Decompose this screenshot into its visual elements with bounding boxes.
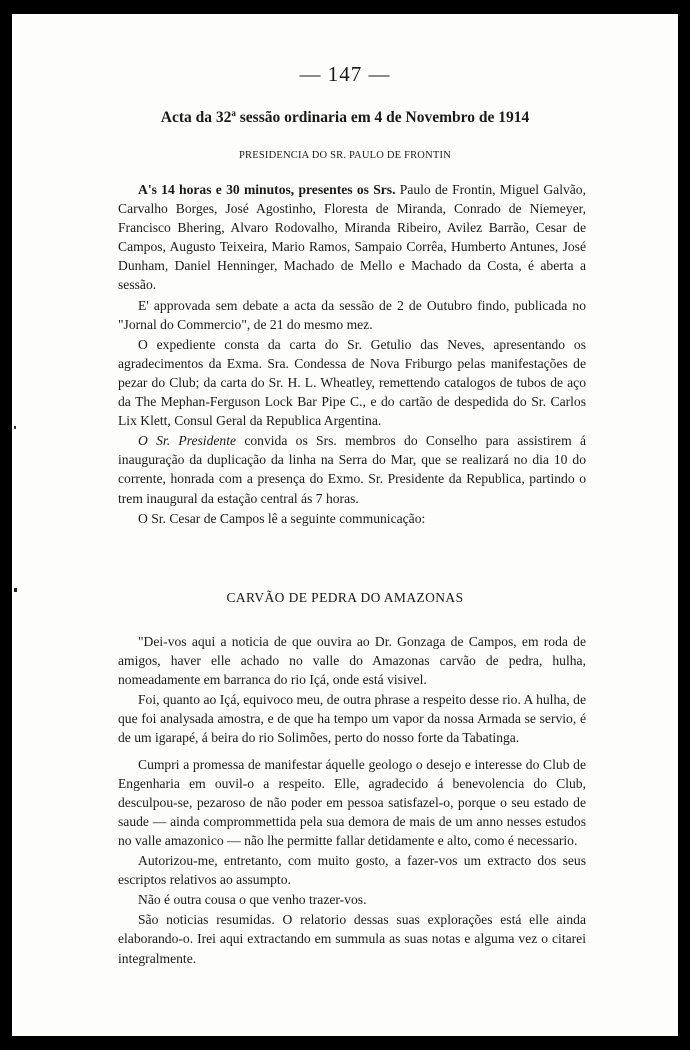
communication-body xyxy=(118,632,586,968)
communication-paragraph: "Dei-vos aqui a noticia de que ouvira ao Dr. Gonzaga de Campos, em roda de amigos, haver elle achado no valle do Amazonas carvão de pedra, hulha, nomeadamente em barranca do rio Içá, onde está visivel. xyxy=(118,634,586,688)
title-superscript: a xyxy=(231,108,236,118)
attendance-rest: Paulo de Frontin, Miguel Galvão, Carvalho Borges, José Agostinho, Floresta de Miranda, Conrado de Niemeyer, Francisco Bhering, Alvaro Rodovalho, Miranda Ribeiro, Avilez Barrão, Cesar de Campos, Augusto Teixeira, Mario Ramos, Sampaio Corrêa, Humberto Antunes, José Dunham, Daniel Henninger, Machado de Mello e Machado da Costa, é aberta a sessão. xyxy=(118,182,586,293)
invitation-rest: convida os Srs. membros do Conselho para assistirem á inauguração da duplicação da linha na Serra do Mar, que se realizará no dia 10 do corrente, honrada com a presença do Exmo. Sr. Presidente da Republica, partindo o trem inaugural da estação central ás 7 horas. xyxy=(118,433,586,506)
scan-speck xyxy=(14,426,16,429)
title-prefix: Acta da 32 xyxy=(160,109,232,126)
communication-paragraph: Não é outra cousa o que venho trazer-vos. xyxy=(138,892,367,908)
minutes-title xyxy=(12,108,678,127)
minutes-body xyxy=(118,180,586,528)
presidency-line: PRESIDENCIA DO SR. PAULO DE FRONTIN xyxy=(239,150,451,161)
page-number: — 147 — xyxy=(299,62,391,86)
attendance-lead: A's 14 horas e 30 minutos, presentes os Srs. xyxy=(138,182,396,197)
attendance-paragraph xyxy=(118,180,586,295)
correspondence-paragraph: O expediente consta da carta do Sr. Getulio das Neves, apresentando os agradecimentos da Exma. Sra. Condessa de Nova Friburgo pelas manifestações de pezar do Club; da carta do Sr. H. L. Wheatley, remettendo catalogos de tubos de aço da The Mephan-Ferguson Lock Bar Pipe C., e do cartão de despedida do Sr. Carlos Lix Klett, Consul Geral da Republica Argentina. xyxy=(118,336,586,429)
communication-paragraph: Cumpri a promessa de manifestar áquelle geologo o desejo e interesse do Club de Engenharia em ouvil-o a respeito. Elle, agradecido á benevolencia do Club, desculpou-se, pezaroso de não poder em pessoa satisfazel-o, porque o seu estado de saude — ainda comprommettida pela sua demora de mais de um anno nesses estudos no valle amazonico — não lhe permitte fallar detidamente e alto, como é necessario. xyxy=(118,756,586,848)
communication-paragraph: São noticias resumidas. O relatorio dessas suas explorações está elle ainda elaborando-o. Irei aqui extractando em summula as suas notas e alguma vez o citarei integralmente. xyxy=(118,912,586,966)
approval-paragraph: E' approvada sem debate a acta da sessão de 2 de Outubro findo, publicada no "Jornal do Commercio", de 21 do mesmo mez. xyxy=(118,297,586,332)
book-page xyxy=(12,14,678,1036)
section-heading: CARVÃO DE PEDRA DO AMAZONAS xyxy=(226,590,464,605)
speaker-name: O Sr. Presidente xyxy=(138,433,237,449)
title-suffix: sessão ordinaria em 4 de Novembro de 1914 xyxy=(235,109,530,126)
invitation-paragraph xyxy=(118,431,586,507)
communication-paragraph: Autorizou-me, entretanto, com muito gosto, a fazer-vos um extracto dos seus escriptos relativos ao assumpto. xyxy=(118,853,586,888)
communication-paragraph: Foi, quanto ao Içá, equivoco meu, de outra phrase a respeito desse rio. A hulha, de que foi analysada amostra, e de que ha tempo um vapor da nossa Armada se servio, é de um igarapé, á beira do rio Solimões, perto do nosso forte da Tabatinga. xyxy=(118,692,586,746)
reading-paragraph: O Sr. Cesar de Campos lê a seguinte communicação: xyxy=(138,510,426,526)
